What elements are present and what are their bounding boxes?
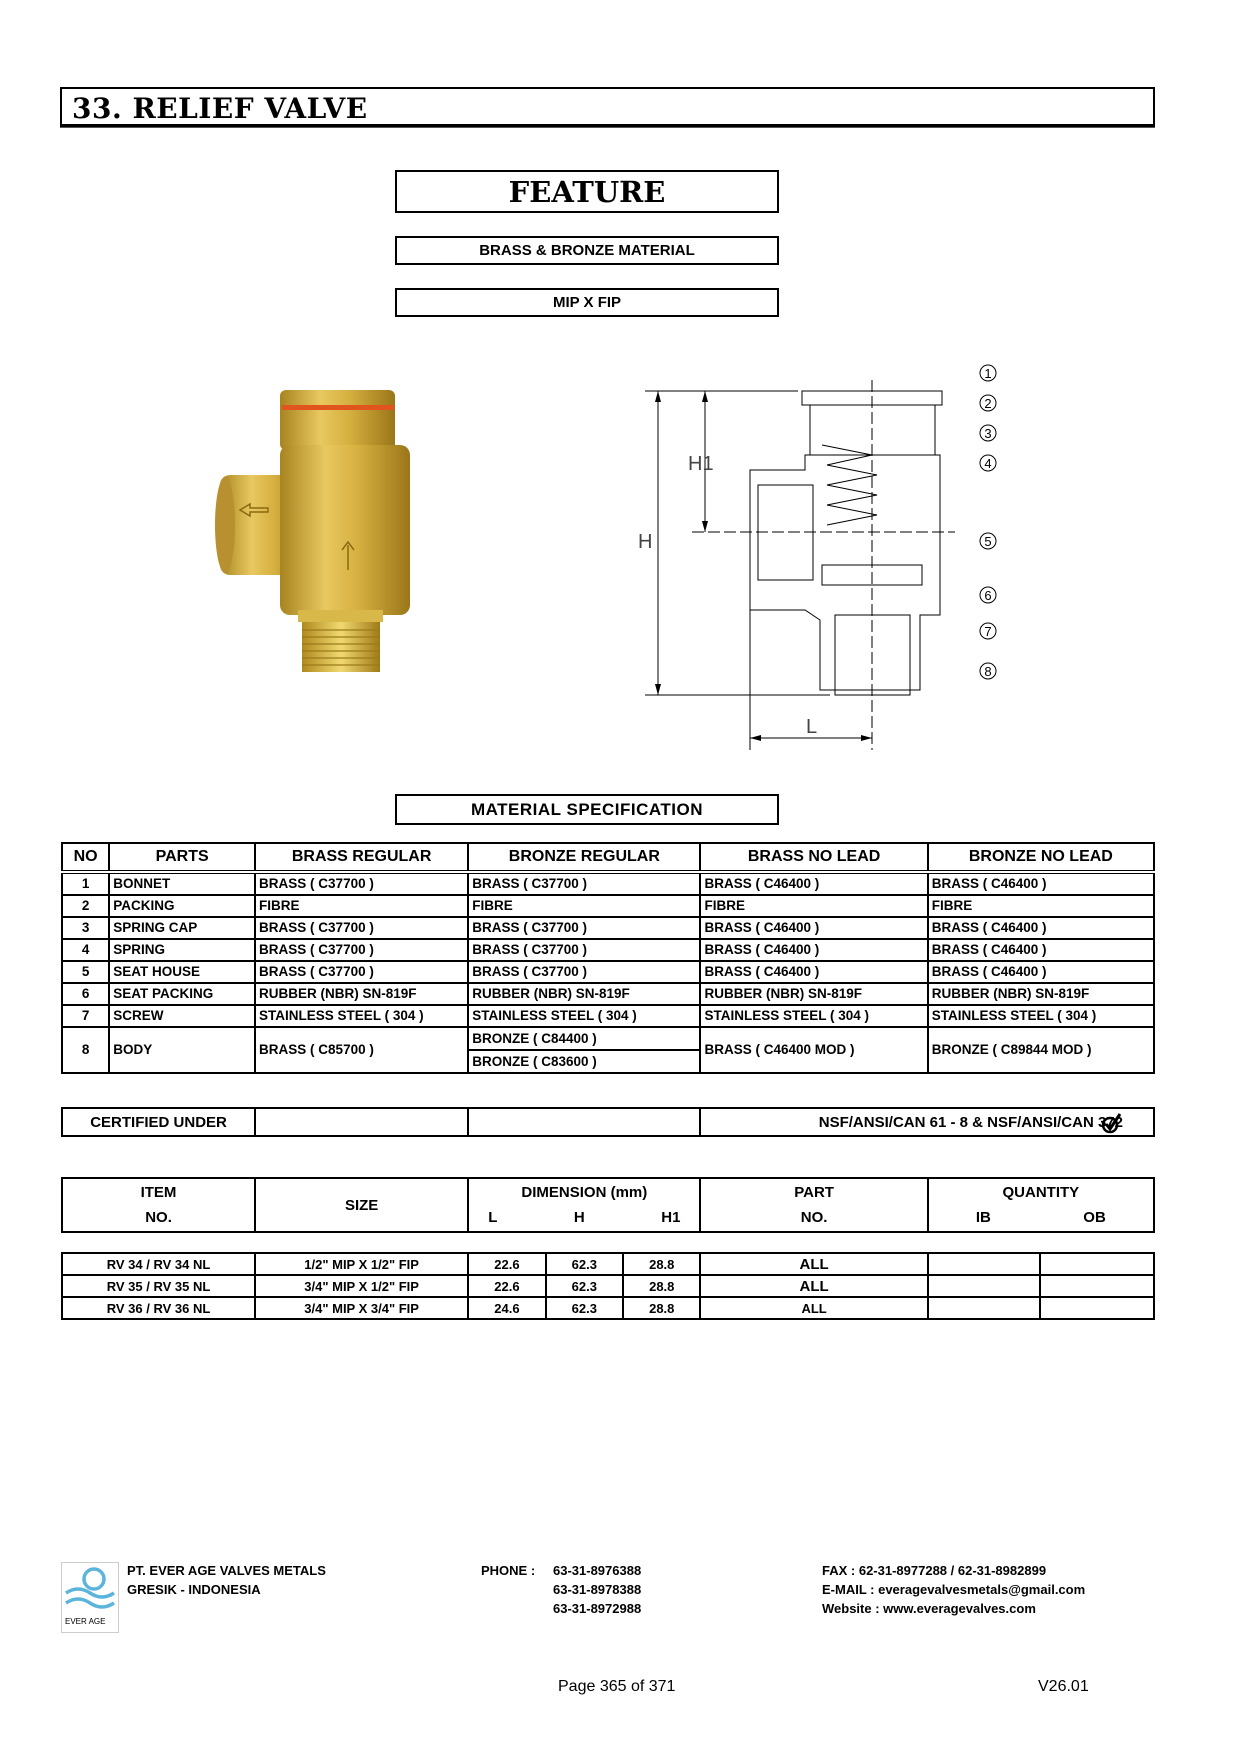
phone-list [553, 1561, 641, 1618]
cell-bronze-regular-a: BRONZE ( C84400 ) [468, 1027, 700, 1050]
table-row [62, 1005, 1154, 1027]
material-spec-table [61, 842, 1155, 1074]
company-location: GRESIK - INDONESIA [127, 1582, 261, 1597]
cell-bronze-regular: RUBBER (NBR) SN-819F [468, 983, 700, 1005]
cell-brass-regular: BRASS ( C37700 ) [255, 939, 468, 961]
svg-text:1: 1 [984, 366, 992, 381]
valve-section-drawing-icon [630, 360, 1010, 760]
cell-ib [928, 1297, 1041, 1319]
cell-part: PACKING [109, 895, 255, 917]
col-header-bronze-regular: BRONZE REGULAR [468, 843, 700, 872]
cell-ib [928, 1275, 1041, 1297]
col-header-brass-no-lead: BRASS NO LEAD [700, 843, 927, 872]
item-dimension-table [61, 1252, 1155, 1320]
header-ib: IB [975, 1209, 991, 1226]
svg-text:3: 3 [984, 426, 992, 441]
phone-number: 63-31-8976388 [553, 1563, 642, 1578]
cell-part: ALL [700, 1297, 927, 1319]
feature-title-box [395, 170, 779, 213]
dimension-header-row [62, 1178, 1154, 1232]
table-row [62, 895, 1154, 917]
cell-no: 1 [62, 872, 109, 895]
table-row [62, 872, 1154, 895]
cell-bronze-no-lead: BRASS ( C46400 ) [928, 939, 1154, 961]
table-row [62, 961, 1154, 983]
col-header-parts: PARTS [109, 843, 255, 872]
product-photo [210, 385, 410, 675]
cell-part: SCREW [109, 1005, 255, 1027]
cell-h: 62.3 [546, 1275, 623, 1297]
section-title-box [60, 87, 1155, 127]
cell-size: 1/2" MIP X 1/2" FIP [255, 1253, 468, 1275]
cell-h: 62.3 [546, 1253, 623, 1275]
table-row [62, 983, 1154, 1005]
cell-brass-regular: FIBRE [255, 895, 468, 917]
certification-value: NSF/ANSI/CAN 61 - 8 & NSF/ANSI/CAN 372 [818, 1113, 1123, 1131]
header-quantity [928, 1178, 1154, 1232]
cross-section-diagram [630, 360, 1010, 760]
cell-bronze-no-lead: BRASS ( C46400 ) [928, 872, 1154, 895]
header-quantity-label: QUANTITY [1002, 1184, 1080, 1201]
cell-bronze-regular: BRASS ( C37700 ) [468, 872, 700, 895]
certification-empty-2 [468, 1108, 700, 1136]
cell-ob [1040, 1253, 1154, 1275]
svg-text:H: H [638, 531, 653, 553]
cell-size: 3/4" MIP X 1/2" FIP [255, 1275, 468, 1297]
logo-text: EVER AGE [65, 1617, 106, 1626]
table-row [62, 1253, 1154, 1275]
cell-bronze-regular: FIBRE [468, 895, 700, 917]
cell-h: 62.3 [546, 1297, 623, 1319]
cell-bronze-regular: BRASS ( C37700 ) [468, 961, 700, 983]
table-row [62, 1297, 1154, 1319]
cell-bronze-regular-b: BRONZE ( C83600 ) [468, 1050, 700, 1073]
cell-part: BODY [109, 1027, 255, 1073]
header-item-label: ITEM [140, 1184, 177, 1201]
cell-brass-no-lead: BRASS ( C46400 MOD ) [700, 1027, 927, 1073]
cell-no: 8 [62, 1027, 109, 1073]
col-header-brass-regular: BRASS REGULAR [255, 843, 468, 872]
cell-no: 3 [62, 917, 109, 939]
feature-connection: MIP X FIP [395, 288, 779, 317]
cell-brass-no-lead: BRASS ( C46400 ) [700, 961, 927, 983]
email-link[interactable]: E-MAIL : everagevalvesmetals@gmail.com [822, 1582, 1086, 1597]
company-name: PT. EVER AGE VALVES METALS [127, 1563, 326, 1578]
cell-part: SEAT HOUSE [109, 961, 255, 983]
svg-text:5: 5 [984, 534, 992, 549]
section-title: 33. RELIEF VALVE [72, 92, 368, 125]
table-header-row [62, 843, 1154, 872]
cell-ib [928, 1253, 1041, 1275]
table-row [62, 1027, 1154, 1050]
cell-brass-regular: STAINLESS STEEL ( 304 ) [255, 1005, 468, 1027]
cell-brass-regular: BRASS ( C37700 ) [255, 872, 468, 895]
cell-size: 3/4" MIP X 3/4" FIP [255, 1297, 468, 1319]
cell-part: ALL [700, 1253, 927, 1275]
cell-h1: 28.8 [623, 1297, 700, 1319]
svg-text:L: L [806, 716, 818, 738]
cell-bronze-no-lead: BRASS ( C46400 ) [928, 917, 1154, 939]
header-part-label: PART [794, 1184, 834, 1201]
cell-bronze-regular: STAINLESS STEEL ( 304 ) [468, 1005, 700, 1027]
ever-age-wave-logo-icon [62, 1563, 118, 1613]
cell-brass-no-lead: BRASS ( C46400 ) [700, 939, 927, 961]
cell-bronze-regular: BRASS ( C37700 ) [468, 939, 700, 961]
header-part-no-label: NO. [800, 1209, 828, 1226]
header-part [700, 1178, 927, 1232]
svg-text:2: 2 [984, 396, 992, 411]
cell-brass-no-lead: FIBRE [700, 895, 927, 917]
header-h1: H1 [661, 1209, 681, 1226]
cell-h1: 28.8 [623, 1253, 700, 1275]
table-row [62, 1275, 1154, 1297]
cell-brass-regular: BRASS ( C37700 ) [255, 961, 468, 983]
col-header-no: NO [62, 843, 109, 872]
header-size: SIZE [255, 1178, 468, 1232]
header-l: L [488, 1209, 498, 1226]
cell-no: 7 [62, 1005, 109, 1027]
cell-no: 4 [62, 939, 109, 961]
cell-h1: 28.8 [623, 1275, 700, 1297]
certification-row [62, 1108, 1154, 1136]
contact-info [822, 1561, 1085, 1618]
phone-label: PHONE : [481, 1563, 536, 1578]
cell-brass-regular: BRASS ( C37700 ) [255, 917, 468, 939]
svg-text:8: 8 [984, 664, 992, 679]
header-ob: OB [1083, 1209, 1106, 1226]
version: V26.01 [1038, 1678, 1089, 1695]
cell-brass-no-lead: STAINLESS STEEL ( 304 ) [700, 1005, 927, 1027]
svg-text:4: 4 [984, 456, 992, 471]
certification-value-cell [700, 1108, 1154, 1136]
cell-brass-regular: BRASS ( C85700 ) [255, 1027, 468, 1073]
cell-l: 22.6 [468, 1275, 545, 1297]
feature-title: FEATURE [508, 175, 666, 209]
cell-brass-regular: RUBBER (NBR) SN-819F [255, 983, 468, 1005]
company-info [127, 1561, 326, 1599]
cell-part: BONNET [109, 872, 255, 895]
cell-no: 6 [62, 983, 109, 1005]
col-header-bronze-no-lead: BRONZE NO LEAD [928, 843, 1154, 872]
cell-bronze-no-lead: FIBRE [928, 895, 1154, 917]
material-spec-title: MATERIAL SPECIFICATION [395, 794, 779, 825]
cell-bronze-no-lead: STAINLESS STEEL ( 304 ) [928, 1005, 1154, 1027]
cell-brass-no-lead: BRASS ( C46400 ) [700, 917, 927, 939]
cell-bronze-no-lead: RUBBER (NBR) SN-819F [928, 983, 1154, 1005]
fax: FAX : 62-31-8977288 / 62-31-8982899 [822, 1563, 1047, 1578]
feature-material: BRASS & BRONZE MATERIAL [395, 236, 779, 265]
dimension-header-table [61, 1177, 1155, 1233]
table-row [62, 939, 1154, 961]
cell-no: 2 [62, 895, 109, 917]
website-link[interactable]: Website : www.everagevalves.com [822, 1601, 1036, 1616]
cell-bronze-no-lead: BRONZE ( C89844 MOD ) [928, 1027, 1154, 1073]
cell-part: ALL [700, 1275, 927, 1297]
header-dimension-label: DIMENSION (mm) [521, 1184, 648, 1201]
certification-label: CERTIFIED UNDER [62, 1108, 255, 1136]
header-item [62, 1178, 255, 1232]
cell-item: RV 36 / RV 36 NL [62, 1297, 255, 1319]
cell-brass-no-lead: BRASS ( C46400 ) [700, 872, 927, 895]
certification-empty-1 [255, 1108, 468, 1136]
check-mark-icon [1101, 1112, 1123, 1138]
svg-text:6: 6 [984, 588, 992, 603]
cell-item: RV 35 / RV 35 NL [62, 1275, 255, 1297]
cell-brass-no-lead: RUBBER (NBR) SN-819F [700, 983, 927, 1005]
company-logo [61, 1562, 119, 1633]
relief-valve-photo-icon [210, 385, 410, 675]
phone-number: 63-31-8978388 [553, 1582, 642, 1597]
cell-part: SPRING CAP [109, 917, 255, 939]
svg-text:7: 7 [984, 624, 992, 639]
header-h: H [573, 1209, 585, 1226]
table-row [62, 917, 1154, 939]
svg-text:H1: H1 [688, 453, 714, 475]
header-item-no-label: NO. [145, 1209, 172, 1226]
certification-table [61, 1107, 1155, 1137]
cell-ob [1040, 1297, 1154, 1319]
cell-part: SPRING [109, 939, 255, 961]
cell-item: RV 34 / RV 34 NL [62, 1253, 255, 1275]
cell-ob [1040, 1275, 1154, 1297]
cell-l: 24.6 [468, 1297, 545, 1319]
header-dimension [468, 1178, 700, 1232]
cell-l: 22.6 [468, 1253, 545, 1275]
page-number: Page 365 of 371 [558, 1678, 676, 1695]
phone-number: 63-31-8972988 [553, 1601, 642, 1616]
cell-no: 5 [62, 961, 109, 983]
cell-part: SEAT PACKING [109, 983, 255, 1005]
cell-bronze-regular: BRASS ( C37700 ) [468, 917, 700, 939]
cell-bronze-no-lead: BRASS ( C46400 ) [928, 961, 1154, 983]
